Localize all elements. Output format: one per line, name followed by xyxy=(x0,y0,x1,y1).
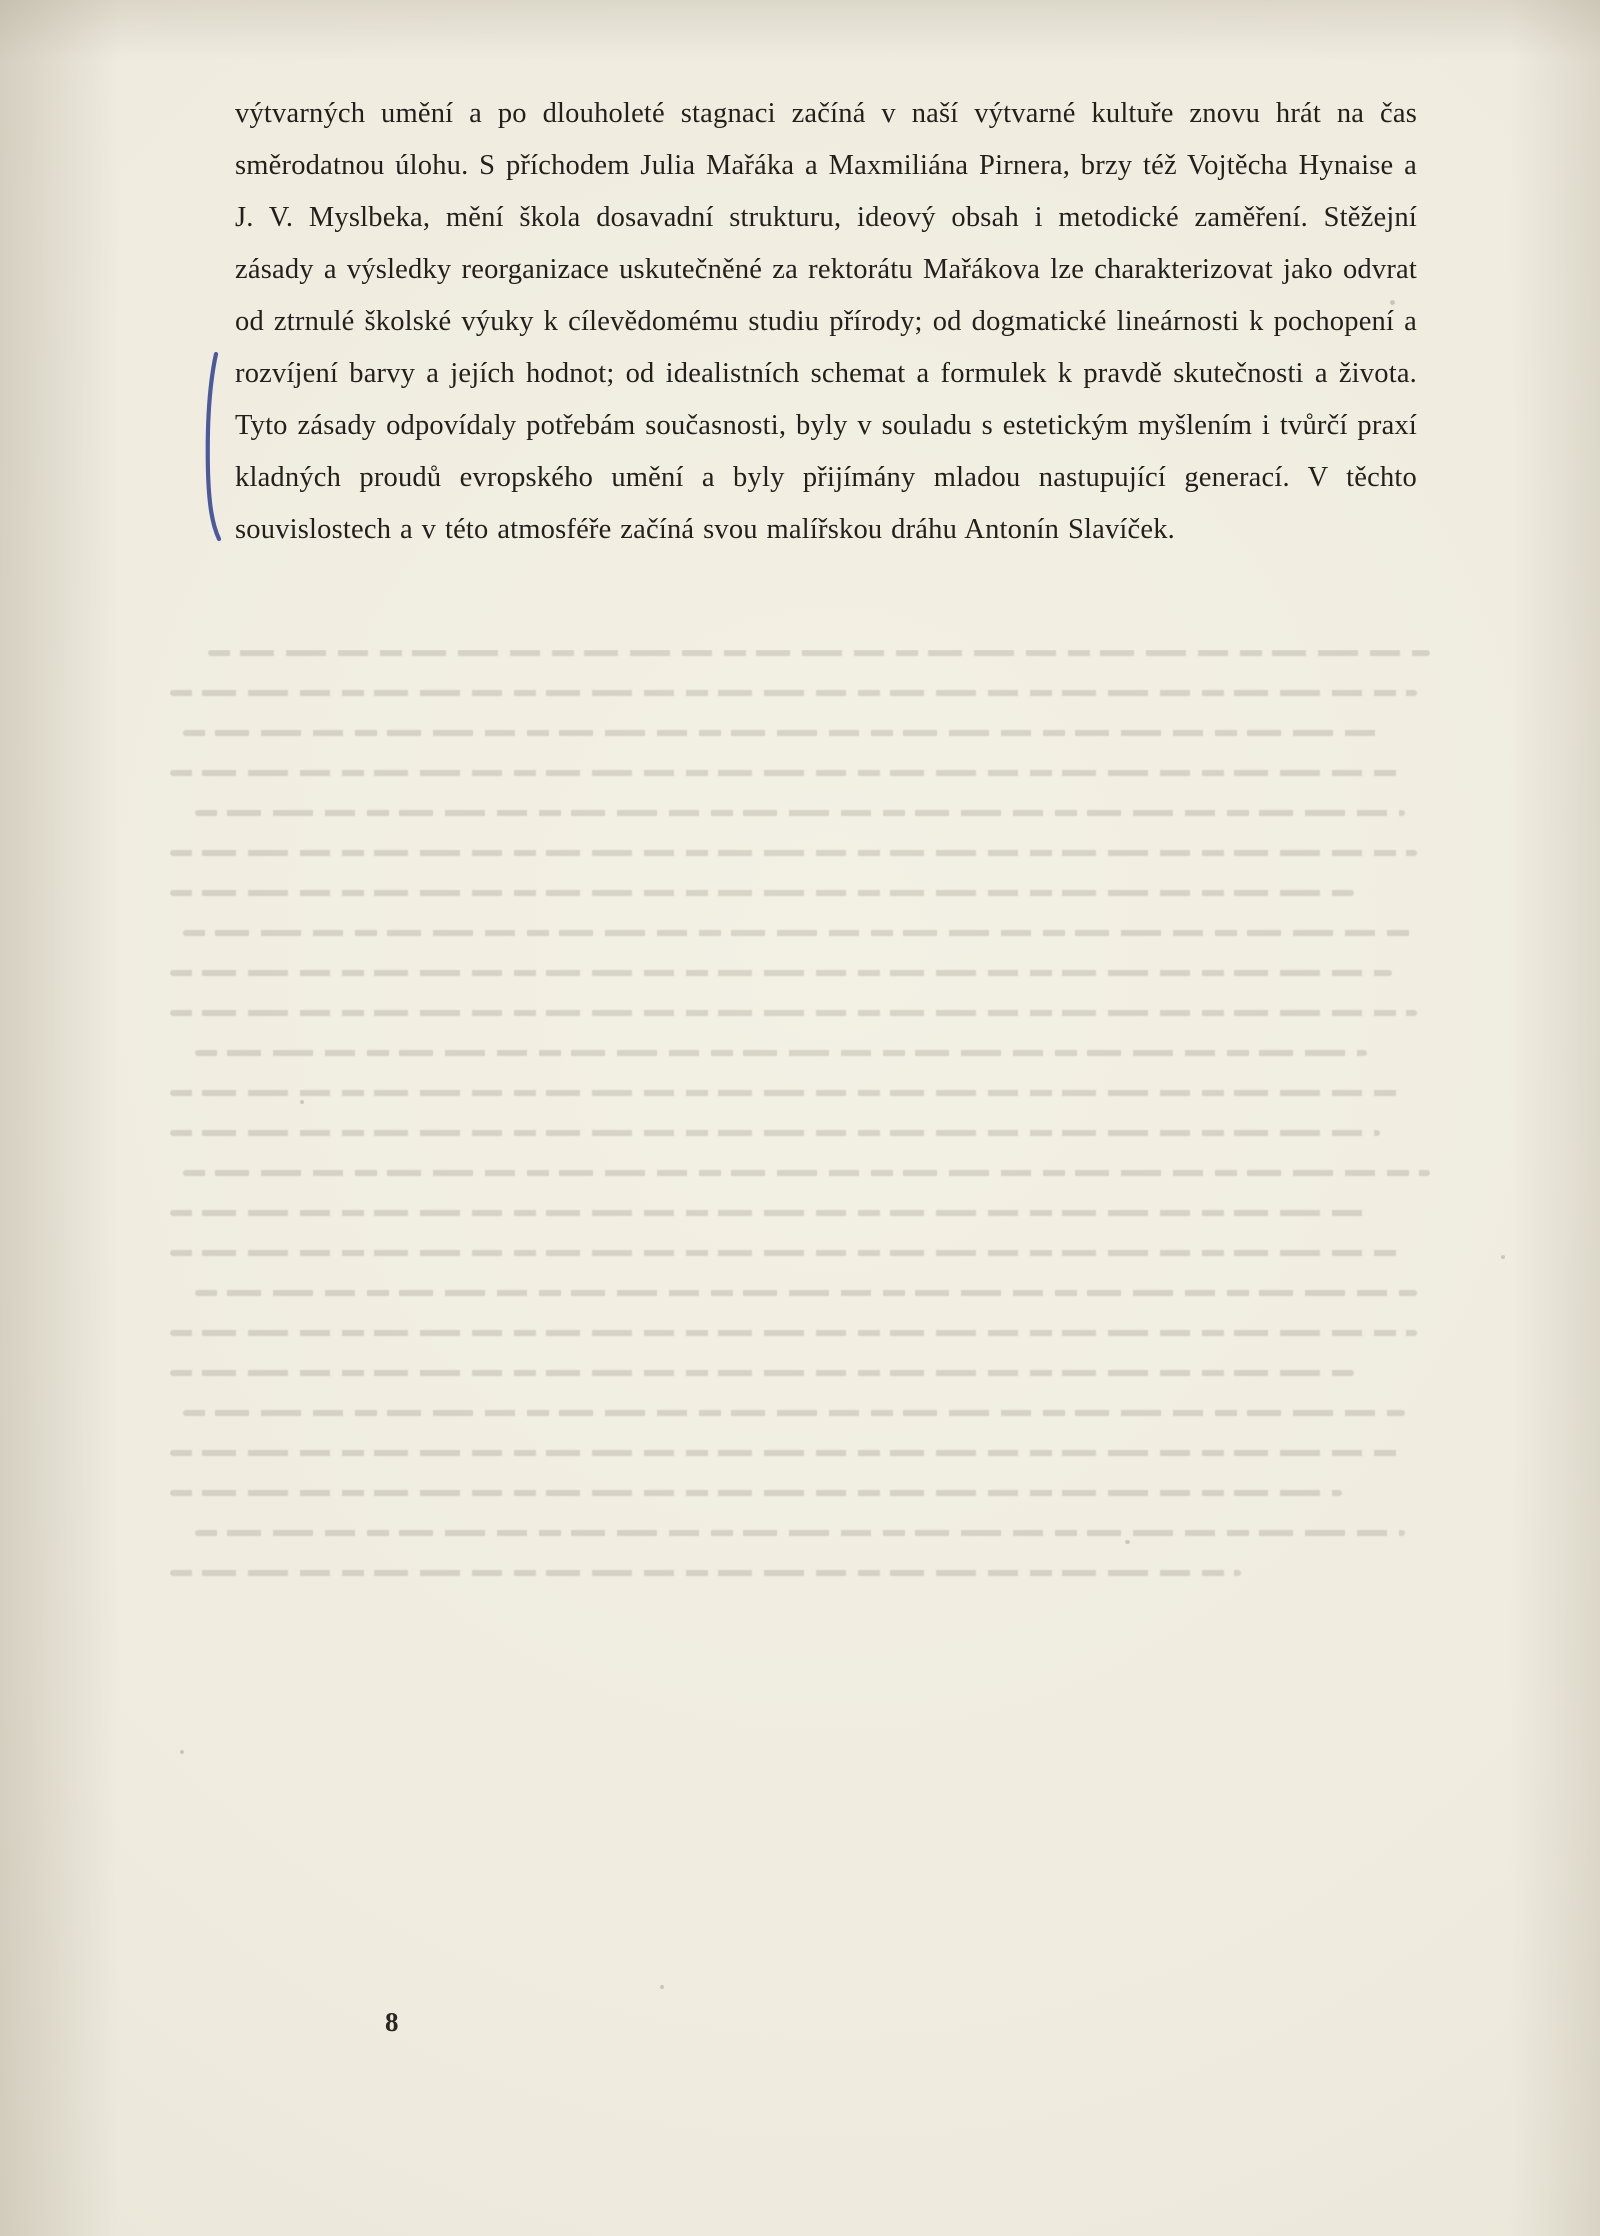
body-text xyxy=(235,88,1417,556)
page-shadow-top xyxy=(0,0,1600,60)
body-paragraph: výtvarných umění a po dlouholeté stagnaci začíná v naší výtvarné kultuře znovu hrát na čas směrodatnou úlohu. S příchodem Julia Mařáka a Maxmiliána Pirnera, brzy též Vojtěcha Hynaise a J. V. Myslbeka, mění škola dosavadní strukturu, ideový obsah i metodické zaměření. Stěžejní zásady a výsledky reorganizace uskutečněné za rektorátu Mařákova lze charakterizovat jako odvrat od ztrnulé školské výuky k cílevědomému studiu přírody; od dogmatické lineárnosti k pochopení a rozvíjení barvy a jejích hodnot; od idealistních schemat a formulek k pravdě skutečnosti a života. Tyto zásady odpovídaly potřebám současnosti, byly v souladu s estetickým myšlením i tvůrčí praxí kladných proudů evropského umění a byly přijímány mladou nastupující generací. V těchto souvislostech a v této atmosféře začíná svou malířskou dráhu Antonín Slavíček. xyxy=(235,98,1417,545)
paper-speck xyxy=(180,1750,184,1754)
page-number: 8 xyxy=(385,2007,399,2037)
margin-pen-mark-icon xyxy=(205,352,231,542)
paper-speck xyxy=(300,1100,304,1104)
reverse-side-show-through xyxy=(170,650,1430,1850)
paper-speck xyxy=(1125,1540,1130,1544)
page-shadow-left xyxy=(0,0,120,2236)
page-shadow-right xyxy=(1510,0,1600,2236)
paper-speck xyxy=(660,1985,664,1989)
paper-speck xyxy=(1501,1255,1505,1259)
